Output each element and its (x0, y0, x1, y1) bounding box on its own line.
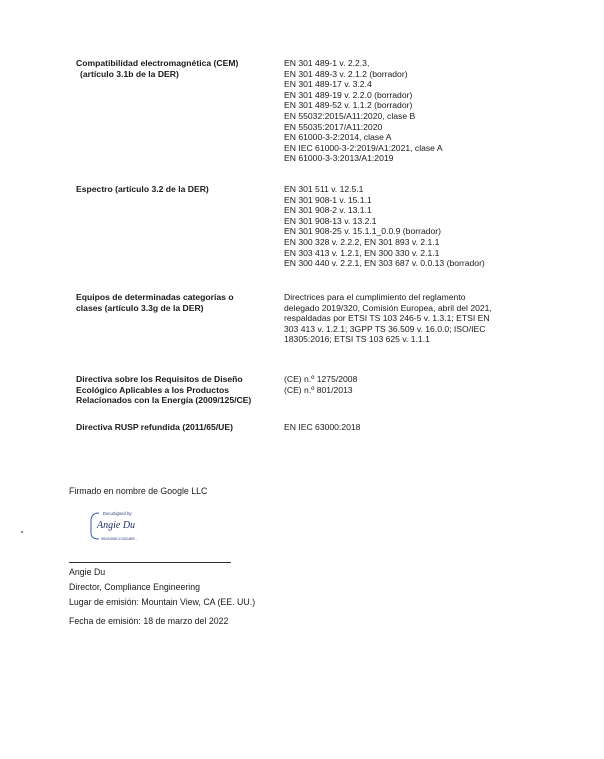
signer-name: Angie Du (69, 567, 106, 577)
section-label (76, 58, 276, 79)
section-label-line1: Directiva sobre los Requisitos de Diseño (76, 374, 243, 384)
standard-item: EN 300 328 v. 2.2.2, EN 301 893 v. 2.1.1 (284, 236, 440, 247)
section-label (76, 292, 276, 313)
standards-list (284, 58, 544, 164)
standard-item: EN 301 908-1 v. 15.1.1 (284, 194, 372, 205)
standard-item: EN 301 511 v. 12.5.1 (284, 184, 364, 194)
section-label-line1: Compatibilidad electromagnética (CEM) (76, 58, 239, 68)
standard-item: (CE) n.º 801/2013 (284, 384, 353, 395)
docusign-id: 900A308CC0524BF... (101, 537, 138, 541)
stray-mark (21, 531, 23, 533)
docusign-stamp (89, 509, 169, 543)
section-label-line2: Ecológico Aplicables a los Productos (76, 384, 229, 395)
standard-item: Directrices para el cumplimiento del reglamento (284, 292, 466, 302)
standard-item: EN 303 413 v. 1.2.1, EN 300 330 v. 2.1.1 (284, 247, 440, 258)
section-label (76, 374, 276, 406)
standard-item: EN 301 908-2 v. 13.1.1 (284, 205, 372, 216)
section-label-line1: Directiva RUSP refundida (2011/65/UE) (76, 422, 233, 432)
standard-item: EN 301 908-25 v. 15.1.1_0.0.9 (borrador) (284, 226, 442, 237)
standard-item: delegado 2019/320, Comisión Europea, abril del 2021, (284, 302, 492, 313)
standard-item: 303 413 v. 1.2.1; 3GPP TS 36.509 v. 16.0.0; ISO/IEC (284, 323, 486, 334)
standard-item: respaldadas por ETSI TS 103 246-5 v. 1.3.1; ETSI EN (284, 313, 490, 324)
section-label-line1: Equipos de determinadas categorías o (76, 292, 234, 302)
section-label-line1: Espectro (artículo 3.2 de la DER) (76, 184, 209, 194)
section-label-line3: Relacionados con la Energía (2009/125/CE) (76, 395, 252, 406)
standard-item: EN 301 489-19 v. 2.2.0 (borrador) (284, 89, 413, 100)
docusign-header: DocuSigned by: (103, 511, 133, 516)
place-of-issue: Lugar de emisión: Mountain View, CA (EE. UU.) (69, 597, 256, 607)
standard-item: EN 300 440 v. 2.2.1, EN 303 687 v. 0.0.13 (borrador) (284, 258, 485, 269)
standard-item: EN 301 489-17 v. 3.2.4 (284, 79, 372, 90)
standard-item: EN 61000-3-2:2014, clase A (284, 132, 392, 143)
standards-list (284, 184, 544, 269)
signed-on-behalf: Firmado en nombre de Google LLC (69, 486, 208, 496)
section-label-line2: clases (artículo 3.3g de la DER) (76, 302, 204, 313)
section-label (76, 184, 276, 195)
date-of-issue: Fecha de emisión: 18 de marzo del 2022 (69, 616, 229, 626)
standard-item: EN 61000-3-3:2013/A1:2019 (284, 153, 394, 164)
section-label (76, 422, 276, 433)
section-label-line2: (artículo 3.1b de la DER) (80, 68, 179, 79)
standard-item: (CE) n.º 1275/2008 (284, 374, 358, 384)
standard-item: EN IEC 61000-3-2:2019/A1:2021, clase A (284, 142, 443, 153)
signer-title: Director, Compliance Engineering (69, 582, 201, 592)
docusign-signature: Angie Du (97, 520, 136, 531)
standards-list (284, 374, 544, 395)
standard-item: EN 301 489-3 v. 2.1.2 (borrador) (284, 68, 408, 79)
standard-item: EN 301 489-1 v. 2.2.3, (284, 58, 370, 68)
standard-item: EN 301 489-52 v. 1.1.2 (borrador) (284, 100, 413, 111)
signature-line (69, 562, 231, 563)
standard-item: EN 55035:2017/A11:2020 (284, 121, 383, 132)
standard-item: EN IEC 63000:2018 (284, 422, 361, 432)
standards-list (284, 292, 544, 345)
standard-item: EN 55032:2015/A11:2020, clase B (284, 110, 416, 121)
standard-item: EN 301 908-13 v. 13.2.1 (284, 215, 377, 226)
standard-item: 18305:2016; ETSI TS 103 625 v. 1.1.1 (284, 334, 430, 345)
standards-list (284, 422, 544, 433)
